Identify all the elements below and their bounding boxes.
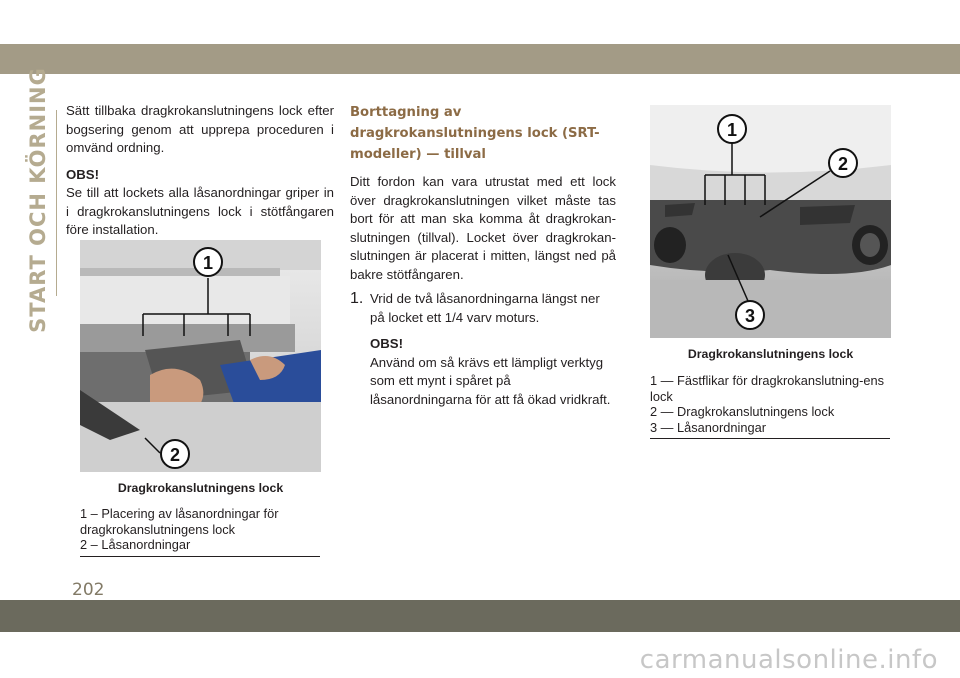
section-tab: START OCH KÖRNING bbox=[26, 67, 50, 333]
step-1 bbox=[350, 290, 616, 327]
callout-2-label: 2 bbox=[837, 154, 849, 174]
legend-1-item-2: 2 – Låsanordningar bbox=[80, 537, 191, 552]
legend-1-item-1: 1 – Placering av låsanordningar för dragkrokanslutningens lock bbox=[80, 506, 279, 537]
section-tab-rule bbox=[56, 110, 57, 296]
footer-band bbox=[0, 600, 960, 632]
callout-2-label: 2 bbox=[169, 445, 181, 465]
header-band bbox=[0, 44, 960, 74]
intro-paragraph: Sätt tillbaka dragkrokanslutningens lock efter bogsering genom att upprepa proceduren i omvänd ordning. bbox=[66, 103, 334, 155]
legend-2-item-3: 3 — Låsanordningar bbox=[650, 419, 766, 435]
figure-1-legend bbox=[80, 506, 320, 557]
step-1-text: Vrid de två låsanordningarna längst ner på locket ett 1/4 varv moturs. bbox=[370, 291, 600, 325]
obs-paragraph: Se till att lockets alla låsanordningar griper in i dragkrokanslutningens lock i stötfångaren före installation. bbox=[66, 185, 334, 237]
step-1-number: 1. bbox=[350, 290, 364, 307]
callout-3-label: 3 bbox=[744, 306, 756, 326]
figure-2-caption: Dragkrokanslutningens lock bbox=[687, 347, 854, 361]
section-heading: Borttagning av dragkrokanslutningens lock (SRT-modeller) — tillval bbox=[350, 105, 600, 162]
left-column bbox=[66, 102, 334, 240]
body-paragraph: Ditt fordon kan vara utrustat med ett lock över dragkrokanslutningen vilket måste tas bort för att man ska komma åt dragkrokan-slutningen (tillval). Locket över dragkrokan-slutningen är placerat i mitten, längst ned på bakre stötfångaren. bbox=[350, 174, 616, 282]
figure-2-legend bbox=[650, 373, 890, 439]
middle-column bbox=[350, 102, 616, 409]
watermark-text: carmanualsonline.info bbox=[639, 645, 938, 675]
figure-1-caption: Dragkrokanslutningens lock bbox=[117, 481, 284, 495]
obs-paragraph-2: Använd om så krävs ett lämpligt verktyg som ett mynt i spåret på låsanordningarna för att få ökad vridkraft. bbox=[370, 354, 611, 407]
obs-label-2: OBS! bbox=[370, 336, 403, 351]
page-number: 202 bbox=[72, 580, 105, 600]
figure-1-photo bbox=[80, 240, 321, 472]
figure-2-photo bbox=[650, 105, 891, 338]
callout-1-label: 1 bbox=[726, 120, 738, 140]
obs-label: OBS! bbox=[66, 166, 99, 182]
callout-1-label: 1 bbox=[202, 253, 214, 273]
legend-2-item-2: 2 — Dragkrokanslutningens lock bbox=[650, 404, 835, 419]
legend-2-item-1: 1 — Fästflikar för dragkrokanslutning-ens lock bbox=[650, 373, 884, 404]
